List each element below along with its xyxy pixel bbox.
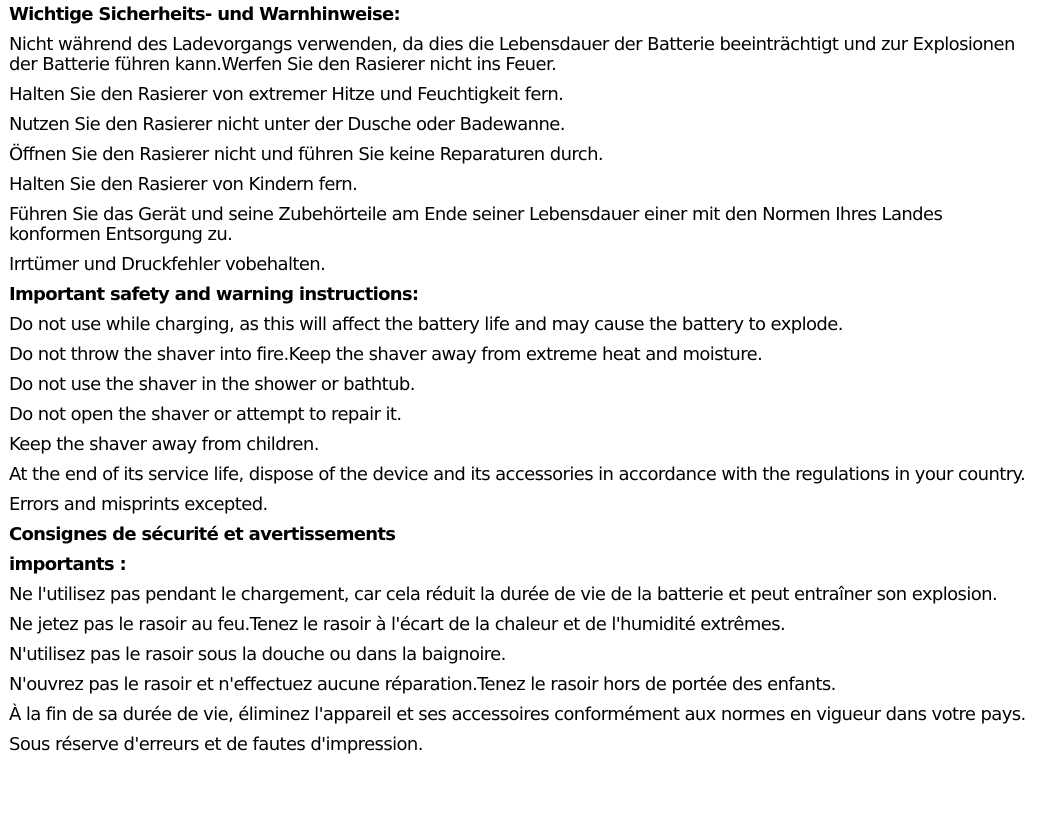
french-heading-line-2: importants : <box>9 554 127 575</box>
english-heading: Important safety and warning instructions: <box>9 284 419 305</box>
german-section <box>9 5 1034 275</box>
french-heading-line-1: Consignes de sécurité et avertissements <box>9 524 396 545</box>
english-line-7: Errors and misprints excepted. <box>9 494 268 515</box>
english-line-3: Do not use the shaver in the shower or bathtub. <box>9 374 415 395</box>
english-section <box>9 285 1034 515</box>
french-line-5: À la fin de sa durée de vie, éliminez l'appareil et ses accessoires conformément aux normes en vigueur dans votre pays. <box>9 704 1026 725</box>
german-line-4: Öffnen Sie den Rasierer nicht und führen Sie keine Reparaturen durch. <box>9 144 604 165</box>
english-line-2: Do not throw the shaver into fire.Keep the shaver away from extreme heat and moisture. <box>9 344 763 365</box>
german-line-7: Irrtümer und Druckfehler vobehalten. <box>9 254 326 275</box>
french-line-1: Ne l'utilisez pas pendant le chargement, car cela réduit la durée de vie de la batterie et peut entraîner son explosion. <box>9 584 998 605</box>
french-line-2: Ne jetez pas le rasoir au feu.Tenez le rasoir à l'écart de la chaleur et de l'humidité extrêmes. <box>9 614 786 635</box>
english-line-4: Do not open the shaver or attempt to repair it. <box>9 404 402 425</box>
french-line-6: Sous réserve d'erreurs et de fautes d'impression. <box>9 734 423 755</box>
german-line-6: Führen Sie das Gerät und seine Zubehörteile am Ende seiner Lebensdauer einer mit den Normen Ihres Landes konformen Entsorgung zu. <box>9 204 943 245</box>
french-line-4: N'ouvrez pas le rasoir et n'effectuez aucune réparation.Tenez le rasoir hors de portée des enfants. <box>9 674 836 695</box>
english-line-6: At the end of its service life, dispose of the device and its accessories in accordance with the regulations in your country. <box>9 464 1026 485</box>
german-line-1: Nicht während des Ladevorgangs verwenden, da dies die Lebensdauer der Batterie beeinträchtigt und zur Explosionen der Batterie führen kann.Werfen Sie den Rasierer nicht ins Feuer. <box>9 34 1015 75</box>
german-line-2: Halten Sie den Rasierer von extremer Hitze und Feuchtigkeit fern. <box>9 84 564 105</box>
german-heading: Wichtige Sicherheits- und Warnhinweise: <box>9 4 401 25</box>
french-section <box>9 525 1034 755</box>
french-line-3: N'utilisez pas le rasoir sous la douche ou dans la baignoire. <box>9 644 506 665</box>
english-line-1: Do not use while charging, as this will affect the battery life and may cause the battery to explode. <box>9 314 843 335</box>
english-line-5: Keep the shaver away from children. <box>9 434 319 455</box>
german-line-3: Nutzen Sie den Rasierer nicht unter der Dusche oder Badewanne. <box>9 114 565 135</box>
german-line-5: Halten Sie den Rasierer von Kindern fern. <box>9 174 358 195</box>
